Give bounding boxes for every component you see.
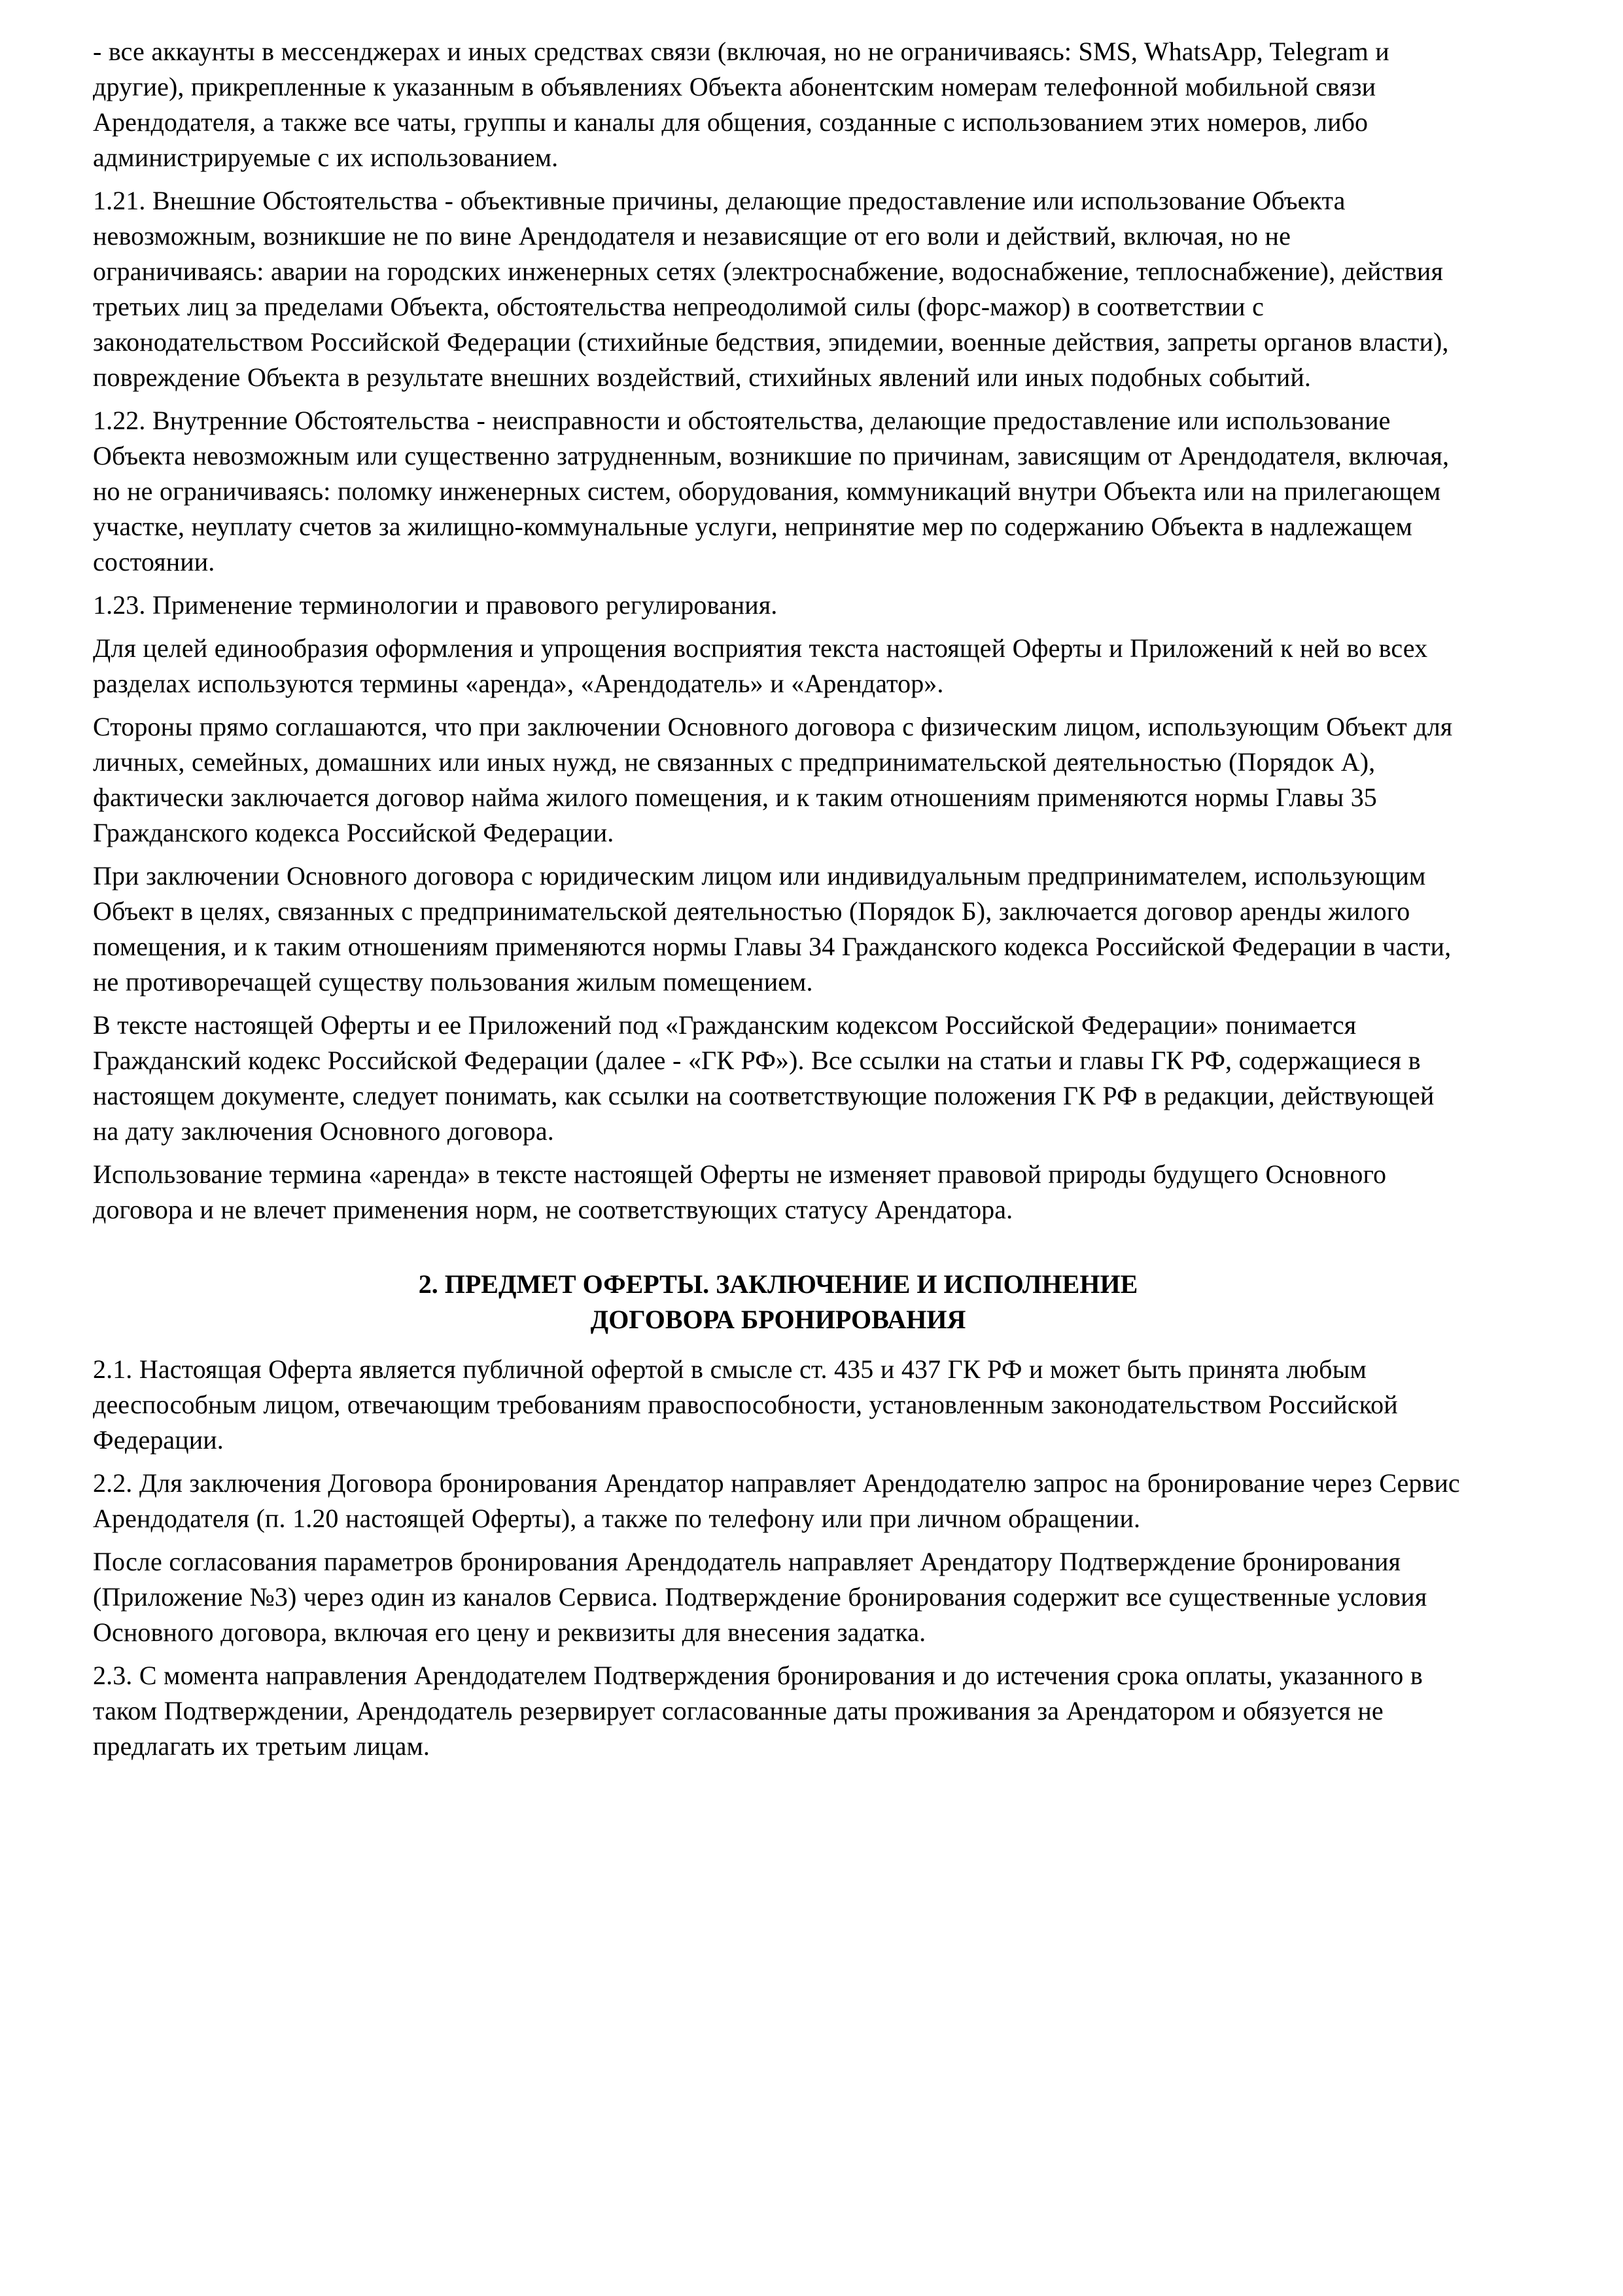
paragraph-clause-2-3-reservation-period: 2.3. С момента направления Арендодателем Подтверждения бронирования и до истечения срока оплаты, указанного в таком Подтверждении, Арендодатель резервирует согласованные даты проживания за Арендатором и обязуется не предлагать их третьим лицам. [93,1661,1423,1761]
paragraph-clause-1-23-legal-entity: При заключении Основного договора с юридическим лицом или индивидуальным предпринимателем, использующим Объект в целях, связанных с предпринимательской деятельностью (Порядок Б), заключается договор аренды жилого помещения, и к таким отношениям применяются нормы Главы 34 Гражданского кодекса Российской Федерации в части, не противоречащей существу пользования жилым помещением. [93,861,1452,997]
document-body [93,34,1463,1772]
paragraph-clause-1-21-external-circumstances: 1.21. Внешние Обстоятельства - объективные причины, делающие предоставление или использование Объекта невозможным, возникшие не по вине Арендодателя и независящие от его воли и действий, включая, но не ограничиваясь: аварии на городских инженерных сетях (электроснабжение, водоснабжение, теплоснабжение), действия третьих лиц за пределами Объекта, обстоятельства непреодолимой силы (форс-мажор) в соответствии с законодательством Российской Федерации (стихийные бедствия, эпидемии, военные действия, запреты органов власти), повреждение Объекта в результате внешних воздействий, стихийных явлений или иных подобных событий. [93,186,1449,392]
paragraph-clause-1-23-terminology: Для целей единообразия оформления и упрощения восприятия текста настоящей Оферты и Приложений к ней во всех разделах используются термины «аренда», «Арендодатель» и «Арендатор». [93,633,1428,698]
paragraph-clause-1-23-rent-term-usage: Использование термина «аренда» в тексте настоящей Оферты не изменяет правовой природы будущего Основного договора и не влечет применения норм, не соответствующих статусу Арендатора. [93,1159,1387,1224]
paragraph-clause-1-23-civil-code-reference: В тексте настоящей Оферты и ее Приложений под «Гражданским кодексом Российской Федерации» понимается Гражданский кодекс Российской Федерации (далее - «ГК РФ»). Все ссылки на статьи и главы ГК РФ, содержащиеся в настоящем документе, следует понимать, как ссылки на соответствующие положения ГК РФ в редакции, действующей на дату заключения Основного договора. [93,1010,1435,1146]
section-2-heading-line-1: 2. ПРЕДМЕТ ОФЕРТЫ. ЗАКЛЮЧЕНИЕ И ИСПОЛНЕНИЕ [418,1269,1138,1299]
paragraph-clause-2-1-public-offer: 2.1. Настоящая Оферта является публичной офертой в смысле ст. 435 и 437 ГК РФ и может быть принята любым дееспособным лицом, отвечающим требованиям правоспособности, установленным законодательством Российской Федерации. [93,1354,1398,1455]
paragraph-messenger-accounts: - все аккаунты в мессенджерах и иных средствах связи (включая, но не ограничиваясь: SMS, WhatsApp, Telegram и другие), прикрепленные к указанным в объявлениях Объекта абонентским номерам телефонной мобильной связи Арендодателя, а также все чаты, группы и каналы для общения, созданные с использованием этих номеров, либо администрируемые с их использованием. [93,37,1389,172]
paragraph-clause-1-23-title: 1.23. Применение терминологии и правового регулирования. [93,590,778,620]
paragraph-clause-2-2-booking-request: 2.2. Для заключения Договора бронирования Арендатор направляет Арендодателю запрос на бронирование через Сервис Арендодателя (п. 1.20 настоящей Оферты), а также по телефону или при личном обращении. [93,1468,1460,1533]
section-2-heading-line-2: ДОГОВОРА БРОНИРОВАНИЯ [590,1305,966,1334]
paragraph-clause-1-22-internal-circumstances: 1.22. Внутренние Обстоятельства - неисправности и обстоятельства, делающие предоставление или использование Объекта невозможным или существенно затрудненным, возникшие по причинам, зависящим от Арендодателя, включая, но не ограничиваясь: поломку инженерных систем, оборудования, коммуникаций внутри Объекта или на прилегающем участке, неуплату счетов за жилищно-коммунальные услуги, непринятие мер по содержанию Объекта в надлежащем состоянии. [93,406,1450,576]
paragraph-clause-2-2-booking-confirmation: После согласования параметров бронирования Арендодатель направляет Арендатору Подтверждение бронирования (Приложение №3) через один из каналов Сервиса. Подтверждение бронирования содержит все существенные условия Основного договора, включая его цену и реквизиты для внесения задатка. [93,1547,1427,1647]
section-2-heading [93,1267,1463,1337]
paragraph-clause-1-23-individual-person: Стороны прямо соглашаются, что при заключении Основного договора с физическим лицом, использующим Объект для личных, семейных, домашних или иных нужд, не связанных с предпринимательской деятельностью (Порядок А), фактически заключается договор найма жилого помещения, и к таким отношениям применяются нормы Главы 35 Гражданского кодекса Российской Федерации. [93,712,1453,847]
